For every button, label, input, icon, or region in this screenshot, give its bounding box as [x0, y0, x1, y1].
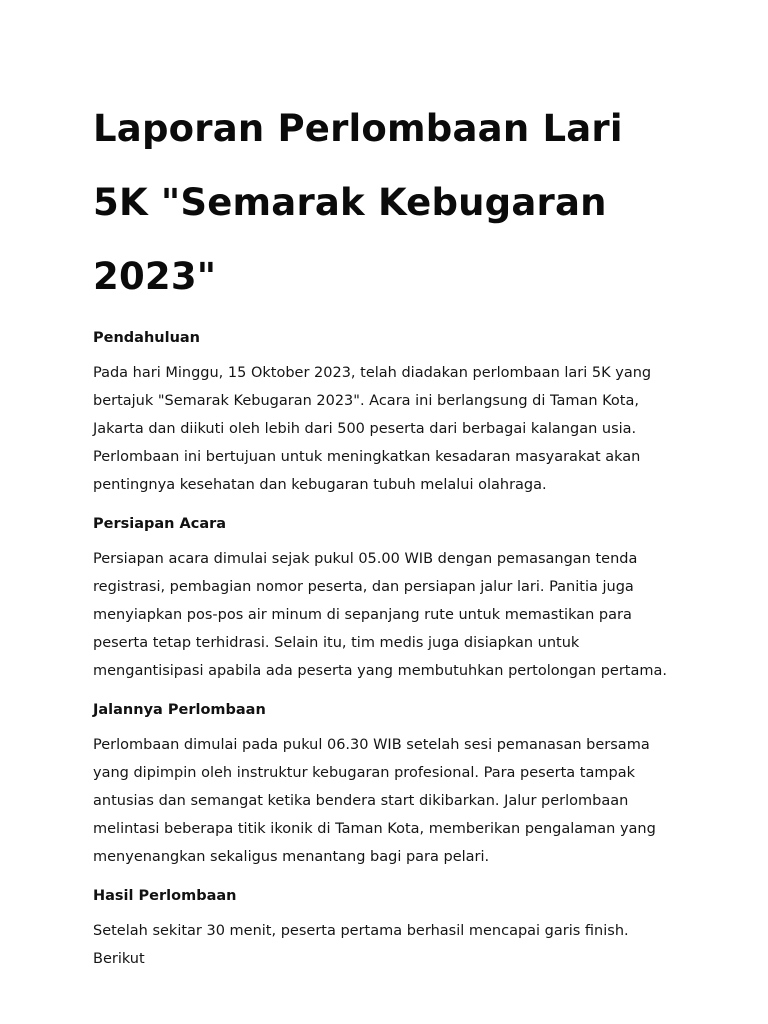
- section-body-persiapan-acara: Persiapan acara dimulai sejak pukul 05.00 WIB dengan pemasangan tenda registrasi, pembagian nomor peserta, dan persiapan jalur lari. Panitia juga menyiapkan pos-pos air minum di sepanjang rute untuk memastikan para peserta tetap terhidrasi. Selain itu, tim medis juga disiapkan untuk mengantisipasi apabila ada peserta yang membutuhkan pertolongan pertama.: [93, 551, 667, 679]
- section-heading-hasil-perlombaan: Hasil Perlombaan: [93, 888, 237, 904]
- section-heading-jalannya-perlombaan: Jalannya Perlombaan: [93, 702, 266, 718]
- section-heading-persiapan-acara: Persiapan Acara: [93, 516, 227, 532]
- document-page: [93, 92, 683, 973]
- document-title: Laporan Perlombaan Lari 5K "Semarak Kebugaran 2023": [93, 107, 623, 298]
- section-body-pendahuluan: Pada hari Minggu, 15 Oktober 2023, telah diadakan perlombaan lari 5K yang bertajuk "Semarak Kebugaran 2023". Acara ini berlangsung di Taman Kota, Jakarta dan diikuti oleh lebih dari 500 peserta dari berbagai kalangan usia. Perlombaan ini bertujuan untuk meningkatkan kesadaran masyarakat akan pentingnya kesehatan dan kebugaran tubuh melalui olahraga.: [93, 365, 652, 493]
- section-heading-pendahuluan: Pendahuluan: [93, 330, 200, 346]
- section-body-jalannya-perlombaan: Perlombaan dimulai pada pukul 06.30 WIB setelah sesi pemanasan bersama yang dipimpin oleh instruktur kebugaran profesional. Para peserta tampak antusias dan semangat ketika bendera start dikibarkan. Jalur perlombaan melintasi beberapa titik ikonik di Taman Kota, memberikan pengalaman yang menyenangkan sekaligus menantang bagi para pelari.: [93, 737, 656, 865]
- section-body-hasil-perlombaan: Setelah sekitar 30 menit, peserta pertama berhasil mencapai garis finish. Berikut: [93, 923, 629, 967]
